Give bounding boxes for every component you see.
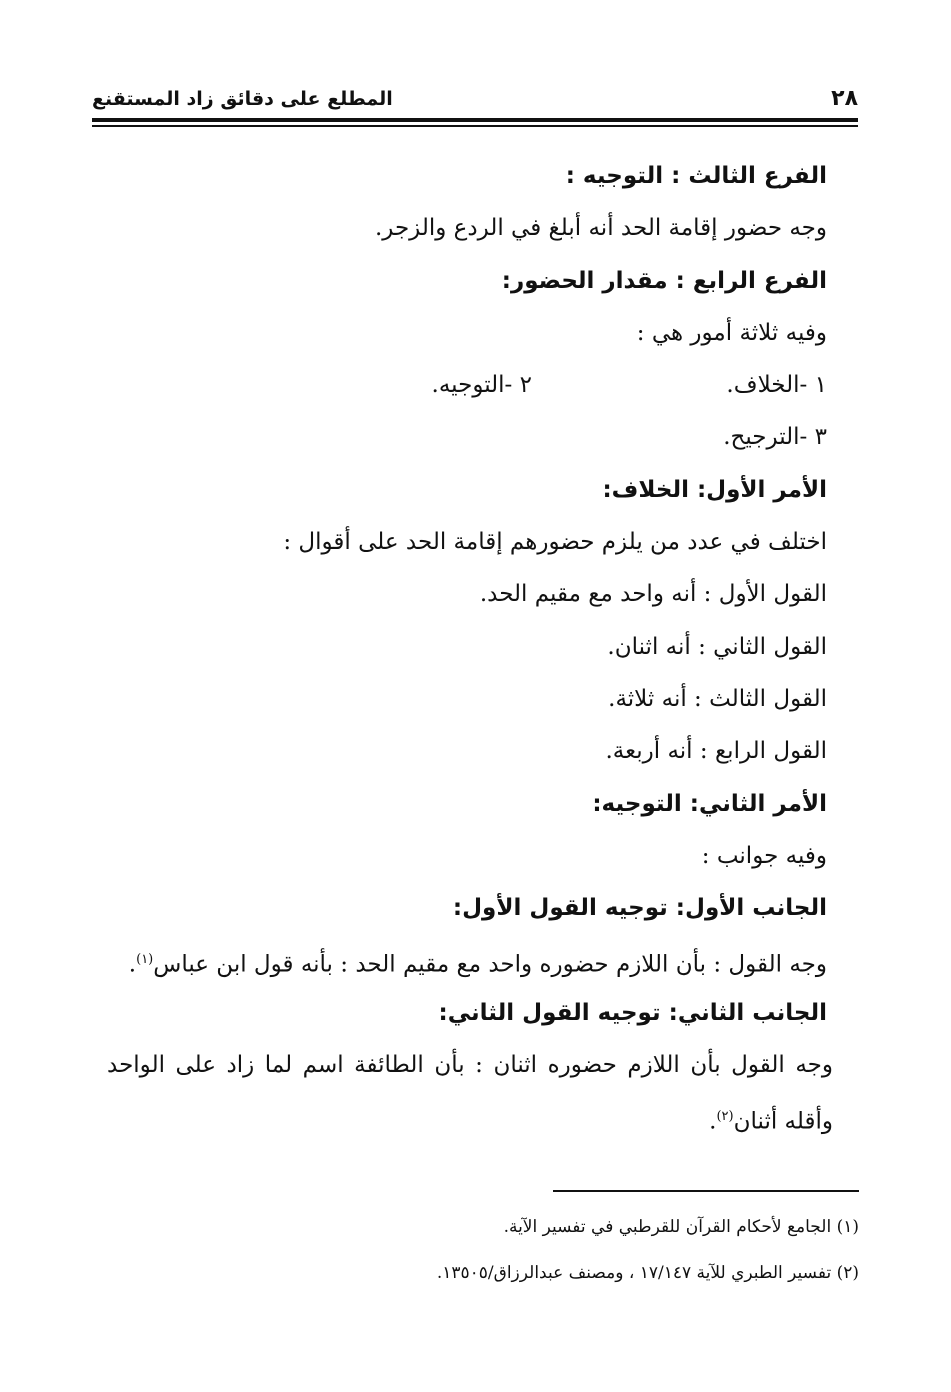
footnote-2: (٢) تفسير الطبري للآية ١٧/١٤٧ ، ومصنف عبدالرزاق/١٣٥٠٥. <box>436 1263 859 1283</box>
heading-aspect-1: الجانب الأول: توجيه القول الأول: <box>452 895 827 922</box>
paragraph-aspects: وفيه جوانب : <box>701 842 827 869</box>
paragraph-aspect-2 <box>107 1039 833 1148</box>
paragraph-aspect-1-text: وجه القول : بأن اللازم حضوره واحد مع مقيم الحد : بأنه قول ابن عباس <box>153 952 827 979</box>
paragraph-aspect-2-end: . <box>709 1108 717 1135</box>
heading-second-matter: الأمر الثاني: التوجيه: <box>592 790 827 817</box>
running-title: المطلع على دقائق زاد المستقنع <box>92 88 393 110</box>
opinion-1: القول الأول : أنه واحد مع مقيم الحد. <box>479 581 827 608</box>
page-header <box>92 86 858 114</box>
heading-branch-3: الفرع الثالث : التوجيه : <box>565 163 827 189</box>
footnote-rule <box>553 1190 859 1192</box>
paragraph-intro: وفيه ثلاثة أمور هي : <box>636 319 827 346</box>
paragraph-aspect-1-end: . <box>128 952 137 979</box>
list-row <box>97 359 827 411</box>
footnote-ref-2[interactable]: (٢) <box>716 1109 734 1125</box>
body-text <box>97 150 833 1148</box>
footnote-ref-1[interactable]: (١) <box>136 952 154 968</box>
opinion-2: القول الثاني : أنه اثنان. <box>607 633 827 660</box>
page-number: ٢٨ <box>831 86 858 111</box>
paragraph-aspect-1 <box>97 934 827 986</box>
paragraph-disagreement: اختلف في عدد من يلزم حضورهم إقامة الحد على أقوال : <box>283 529 827 556</box>
list-item-2: ٢ -التوجيه. <box>431 372 532 399</box>
footnotes <box>99 1208 859 1300</box>
heading-branch-4: الفرع الرابع : مقدار الحضور: <box>501 267 827 294</box>
heading-first-matter: الأمر الأول: الخلاف: <box>602 476 827 503</box>
header-rule <box>92 118 858 127</box>
paragraph-branch-3: وجه حضور إقامة الحد أنه أبلغ في الردع والزجر. <box>374 215 827 242</box>
opinion-4: القول الرابع : أنه أربعة. <box>605 738 827 765</box>
header-rule-thick <box>92 118 858 122</box>
header-rule-thin <box>92 125 858 127</box>
list-item-3: ٣ -الترجيح. <box>723 424 827 451</box>
opinion-3: القول الثالث : أنه ثلاثة. <box>608 685 827 712</box>
paragraph-aspect-2-text: وجه القول بأن اللازم حضوره اثنان : بأن الطائفة اسم لما زاد على الواحد وأقله أثنان <box>107 1052 833 1135</box>
heading-aspect-2: الجانب الثاني: توجيه القول الثاني: <box>438 999 827 1026</box>
footnote-1: (١) الجامع لأحكام القرآن للقرطبي في تفسير الآية. <box>503 1217 859 1237</box>
list-item-1: ١ -الخلاف. <box>726 372 827 399</box>
